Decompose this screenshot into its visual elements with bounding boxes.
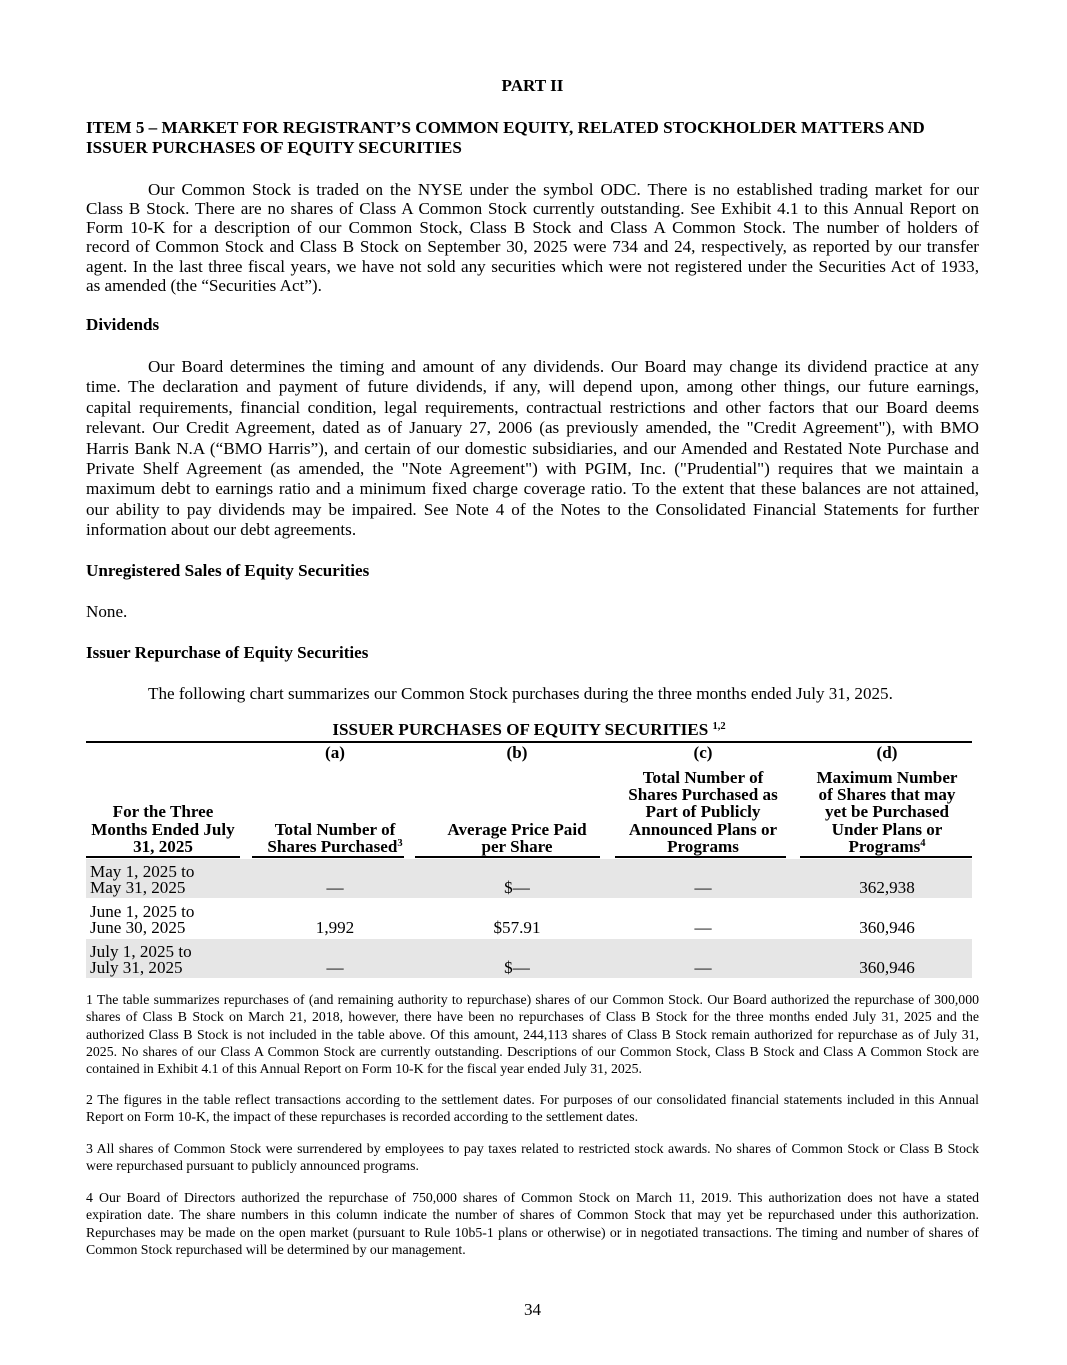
column-header-line: Announced Plans or [628, 819, 778, 839]
footnote-ref: 4 [920, 837, 926, 849]
row-period-line: June 1, 2025 to [90, 901, 195, 921]
paragraph-line: as amended (the “Securities Act”). [86, 275, 322, 295]
footnote-line: Report on Form 10-K, the impact of these repurchases is recorded according to the settlement dates. [86, 1109, 639, 1125]
footnote-line: authorized Class B Stock is not included in the table above. Of this amount, 244,113 shares of Class B Stock remain authorized for repurchase as of July 31, [86, 1026, 979, 1042]
column-header-a [259, 765, 411, 855]
column-header-c [617, 765, 789, 855]
column-header-line [801, 838, 973, 855]
column-header-line: yet be Purchased [824, 802, 950, 822]
paragraph-line: Private Shelf Agreement (as amended, the "Note Agreement") with PGIM, Inc. ("Prudential") requires that we maintain a [86, 459, 979, 479]
cell-shares-purchased: 1,992 [315, 918, 355, 937]
item-heading-line: ISSUER PURCHASES OF EQUITY SECURITIES [86, 138, 462, 157]
header-underline [415, 856, 600, 858]
dividends-heading: Dividends [86, 315, 160, 334]
table-title-text: ISSUER PURCHASES OF EQUITY SECURITIES [332, 720, 713, 739]
column-header-text: Shares Purchased [267, 836, 398, 856]
column-letter-a: (a) [325, 743, 345, 762]
footnote-line: expiration date. The share numbers in this column indicate the number of shares of Common Stock that may yet be repurchased under this authorization. [86, 1207, 979, 1223]
issuer-repurchase-heading: Issuer Repurchase of Equity Securities [86, 643, 369, 662]
footnote-line: 2025. No shares of our Class A Common Stock are currently outstanding. Descriptions of our Common Stock, Class B Stock and Class A Common Stock are [86, 1043, 979, 1059]
paragraph-line: information about our debt agreements. [86, 520, 357, 540]
column-header-line: Part of Publicly [645, 802, 761, 822]
header-underline [86, 856, 240, 858]
column-header-line: Shares Purchased as [628, 785, 778, 805]
cell-shares-under-plans: — [694, 958, 712, 977]
footnote-line: Repurchases may be made on the open market (pursuant to Rule 10b5-1 plans or otherwise) or in negotiated transactions. The timing and number of shares of [86, 1224, 979, 1240]
cell-shares-purchased: — [326, 878, 344, 897]
footnote-line: 4 Our Board of Directors authorized the repurchase of 750,000 shares of Common Stock on March 11, 2019. This authorization does not have a stated [86, 1190, 979, 1205]
paragraph-line: time. The declaration and payment of future dividends, if any, will depend upon, among other things, our future earnings, [86, 377, 979, 397]
footnote-ref: 3 [397, 837, 403, 849]
cell-average-price: $57.91 [493, 918, 541, 937]
unregistered-sales-text: None. [86, 602, 128, 621]
column-header-line: 31, 2025 [133, 836, 193, 856]
row-period-line: May 31, 2025 [90, 878, 186, 897]
paragraph-line: Our Board determines the timing and amount of any dividends. Our Board may change its dividend practice at any [148, 357, 979, 376]
footnote-line: contained in Exhibit 4.1 of this Annual Report on Form 10-K for the fiscal year ended July 31, 2025. [86, 1061, 642, 1077]
header-underline [252, 856, 404, 858]
table-row [86, 939, 972, 978]
table-row [86, 899, 972, 938]
row-period-line: May 1, 2025 to [90, 861, 195, 881]
part-heading: PART II [501, 76, 564, 95]
column-header-line: Programs [667, 836, 739, 856]
dividends-paragraph [86, 357, 979, 541]
paragraph-line: Our Common Stock is traded on the NYSE under the symbol ODC. There is no established trading market for our [148, 179, 979, 199]
table-row [86, 859, 972, 898]
cell-average-price: $— [504, 878, 530, 897]
footnote-3 [86, 1140, 979, 1175]
paragraph-line: capital requirements, financial condition, legal requirements, contractual restrictions and other factors that our Board deems [86, 397, 979, 417]
paragraph-line: agent. In the last three fiscal years, we have not sold any securities which were not registered under the Securities Act of 1933, [86, 256, 979, 276]
column-letter-b: (b) [506, 743, 528, 762]
paragraph-line: Form 10-K for a description of our Common Stock, Class B Stock and Class A Common Stock. The number of holders of [86, 218, 979, 238]
paragraph-line: record of Common Stock and Class B Stock on September 30, 2025 were 734 and 24, respectively, as reported by our transfer [86, 237, 979, 257]
cell-shares-under-plans: — [694, 918, 712, 937]
item-heading [86, 118, 979, 158]
footnote-2 [86, 1091, 979, 1126]
column-header-line: Total Number of [642, 767, 764, 787]
row-period-line: June 30, 2025 [90, 918, 186, 937]
page-number: 34 [523, 1300, 542, 1319]
column-header-line: per Share [481, 836, 553, 856]
paragraph-line: our ability to pay dividends may be impaired. See Note 4 of the Notes to the Consolidated Financial Statements for further [86, 499, 979, 519]
header-underline [615, 856, 786, 858]
paragraph-line: maximum debt to earnings ratio and a minimum fixed charge coverage ratio. To the extent that these balances are not attained, [86, 479, 979, 499]
footnote-line: 2 The figures in the table reflect transactions according to the settlement dates. For purposes of our consolidated financial statements included in this Annual [86, 1092, 979, 1107]
footnote-line: 1 The table summarizes repurchases of (and remaining authority to repurchase) shares of our Common Stock. Our Board authorized the repurchase of 300,000 [86, 992, 979, 1007]
paragraph-line: Class B Stock. There are no shares of Class A Common Stock currently outstanding. See Exhibit 4.1 to this Annual Report on [86, 198, 979, 218]
column-header-line [259, 838, 411, 855]
column-header-period [86, 765, 240, 855]
column-header-line: Total Number of [274, 819, 396, 839]
cell-max-remaining: 360,946 [859, 958, 915, 977]
column-header-line: For the Three [112, 802, 214, 822]
paragraph-line: Harris Bank N.A (“BMO Harris”), and certain of our domestic subsidiaries, and our Amended and Restated Note Purchase and [86, 438, 979, 458]
table-title-footnote-ref: 1,2 [712, 720, 726, 732]
column-header-d [801, 765, 973, 855]
footnote-line: were repurchased pursuant to publicly announced programs. [86, 1158, 419, 1174]
cell-max-remaining: 360,946 [859, 918, 915, 937]
column-letter-d: (d) [876, 743, 898, 762]
row-period-line: July 1, 2025 to [90, 941, 192, 961]
column-header-text: Programs [848, 836, 921, 856]
footnote-line: Common Stock repurchased will be determined by our management. [86, 1241, 466, 1257]
column-header-line: Maximum Number [816, 767, 958, 787]
header-underline [800, 856, 972, 858]
cell-max-remaining: 362,938 [859, 878, 915, 897]
footnote-line: 3 All shares of Common Stock were surrendered by employees to pay taxes related to restricted stock awards. No shares of Common Stock or Class B Stock [86, 1141, 979, 1156]
column-header-line: Average Price Paid [447, 819, 587, 839]
cell-average-price: $— [504, 958, 530, 977]
column-header-line: Months Ended July [91, 819, 235, 839]
row-period [90, 941, 240, 977]
market-paragraph [86, 180, 979, 296]
footnote-4 [86, 1189, 979, 1258]
column-header-line: Under Plans or [831, 819, 943, 839]
column-header-b [425, 765, 609, 855]
footnote-1 [86, 991, 979, 1077]
column-header-line: of Shares that may [818, 785, 956, 805]
unregistered-sales-heading: Unregistered Sales of Equity Securities [86, 561, 370, 580]
paragraph-line: relevant. Our Credit Agreement, dated as of January 27, 2006 (as previously amended, the "Credit Agreement"), with BMO [86, 418, 979, 438]
item-heading-line: ITEM 5 – MARKET FOR REGISTRANT’S COMMON EQUITY, RELATED STOCKHOLDER MATTERS AND [86, 118, 925, 137]
footnote-line: shares of Class B Stock on March 21, 2018, however, there have been no repurchases of Class B Stock for the three months ended July 31, 2025 and the [86, 1009, 979, 1025]
issuer-repurchase-intro: The following chart summarizes our Common Stock purchases during the three months ended July 31, 2025. [148, 683, 893, 703]
table-title [86, 721, 972, 739]
cell-shares-purchased: — [326, 958, 344, 977]
row-period-line: July 31, 2025 [90, 958, 183, 977]
row-period [90, 901, 240, 937]
row-period [90, 861, 240, 897]
cell-shares-under-plans: — [694, 878, 712, 897]
table-top-rule [86, 741, 972, 743]
column-letter-c: (c) [693, 743, 713, 762]
